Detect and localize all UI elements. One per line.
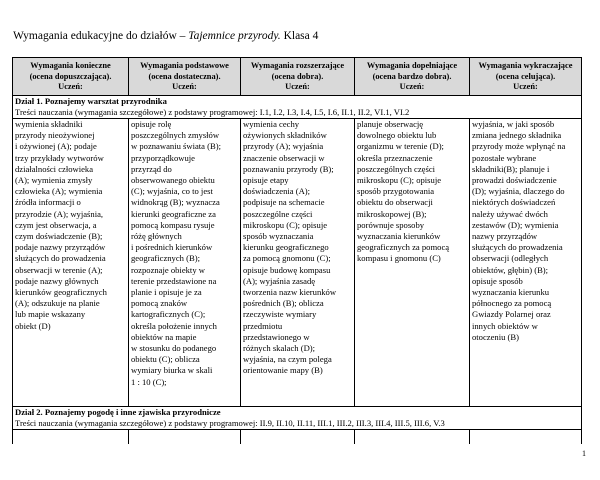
requirement-line: przedstawionego w [243, 331, 310, 342]
requirement-line: północnego za pomocą [472, 298, 552, 309]
requirement-line: sposób przygotowania [357, 186, 435, 197]
header-cell-konieczne [13, 58, 129, 96]
requirement-line: obiektów, głębin) (B); [472, 264, 549, 275]
requirement-line: zmiana jednego składnika [472, 130, 562, 141]
requirement-line: poszczególne części [243, 208, 313, 219]
section-heading-2 [13, 406, 582, 429]
requirement-line: poszczególnych części [357, 163, 436, 174]
requirement-line: wyznaczania kierunków [357, 230, 441, 241]
requirement-line: widnokrąg (B); wyznacza [131, 197, 220, 208]
requirement-line: tworzenia nazw kierunków [243, 286, 337, 297]
requirement-line: geograficznych za pomocą [357, 242, 450, 253]
requirement-line: określa przeznaczenie [357, 152, 433, 163]
page-number: 1 [582, 449, 586, 458]
requirement-line: planie i opisuje je za [131, 286, 202, 297]
requirement-line: 1 : 10 (C); [131, 376, 167, 387]
requirement-line: przyrody nieożywionej [15, 130, 95, 141]
requirement-line: (A); odszukuje na planie [15, 298, 100, 309]
requirement-line: orientowanie mapy (B) [243, 365, 323, 376]
header-line: Uczeń: [172, 82, 197, 91]
requirements-row-2 [13, 430, 582, 445]
cell-dopelniajace [355, 118, 470, 406]
requirement-line: kierunki geograficzne za [131, 208, 216, 219]
requirement-line: obiektów na mapie [131, 331, 197, 342]
title-italic: Tajemnice przyrody. [188, 30, 281, 42]
requirement-line: kartograficznych (C); [131, 309, 206, 320]
requirement-line: należy używać dwóch [472, 208, 548, 219]
header-line: Wymagania dopełniające [366, 61, 458, 70]
requirement-line: opisuje etapy [243, 174, 289, 185]
cell-empty [13, 430, 129, 445]
requirement-line: podpisuje na schemacie [243, 197, 325, 208]
requirement-line: opisuje budowę kompasu [243, 264, 331, 275]
requirement-line: organizmu w terenie (D); [357, 141, 444, 152]
requirement-line: w poznawaniu świata (B); [131, 141, 221, 152]
section-row-1 [13, 95, 582, 118]
requirement-line: (D); wyjaśnia, dlaczego do [472, 186, 565, 197]
requirement-line: czym jest obserwacja, a [15, 219, 97, 230]
requirement-line: przyrodzie (A); wyjaśnia, [15, 208, 104, 219]
section-row-2 [13, 406, 582, 429]
requirement-line: poszczególnych zmysłów [131, 130, 220, 141]
header-row [13, 58, 582, 96]
requirement-line: wyjaśnia, w jaki sposób [472, 118, 555, 129]
requirement-line: rozpoznaje obiekty w [131, 264, 205, 275]
requirement-line: służących do prowadzenia [472, 242, 563, 253]
header-line: Wymagania wykraczające [478, 61, 573, 70]
section-title: Dział 2. Poznajemy pogodę i inne zjawiska przyrodnicze [15, 406, 221, 417]
requirement-line: różę głównych [131, 230, 182, 241]
requirement-line: podaje nazwy przyrządów [15, 242, 106, 253]
requirement-line: poznawaniu przyrody (B); [243, 163, 334, 174]
requirement-line: zestawów (D); wymienia [472, 219, 559, 230]
requirement-line: kierunków geograficznych [15, 286, 107, 297]
requirement-line: określa położenie innych [131, 320, 217, 331]
requirement-line: terenie przedstawione na [131, 275, 217, 286]
header-line: Wymagania podstawowe [140, 61, 229, 70]
header-cell-podstawowe [129, 58, 241, 96]
requirement-line: opisuje sposób [472, 275, 523, 286]
requirement-line: porównuje sposoby [357, 219, 425, 230]
header-line: (ocena bardzo dobra). [372, 71, 452, 81]
cell-empty [355, 430, 470, 445]
requirement-line: obiektu do obserwacji [357, 197, 433, 208]
cell-rozszerzajace [241, 118, 355, 406]
cell-empty [470, 430, 582, 445]
requirement-line: planuje obserwację [357, 118, 424, 129]
requirement-line: prowadzi doświadczenie [472, 174, 557, 185]
header-line: Uczeń: [285, 82, 310, 91]
requirement-line: (A); wymienia zmysły [15, 174, 93, 185]
requirement-line: obserwacji w terenie (A); [15, 264, 103, 275]
requirement-line: wymienia cechy [243, 118, 300, 129]
cell-podstawowe [129, 118, 241, 406]
requirement-line: podaje nazwy głównych [15, 275, 99, 286]
requirement-line: służących do prowadzenia [15, 253, 106, 264]
requirement-line: obserwowanego obiektu [131, 174, 215, 185]
header-line: Wymagania rozszerzające [250, 61, 345, 70]
header-cell-wykraczajace [470, 58, 582, 96]
requirement-line: źródła informacji o [15, 197, 81, 208]
requirement-line: przyporządkowuje [131, 152, 195, 163]
header-line: Uczeń: [399, 82, 425, 91]
requirement-line: obserwacji (odległych [472, 253, 549, 264]
requirement-line: trzy przykłady wytworów [15, 152, 104, 163]
header-line: Uczeń: [58, 82, 83, 91]
requirement-line: człowieka (A); wymienia [15, 186, 103, 197]
requirement-line: pomocą kompasu rysuje [131, 219, 215, 230]
requirement-line: nazwy przyrządów [472, 230, 538, 241]
requirement-line: składniki(B); planuje i [472, 163, 550, 174]
title-prefix: Wymagania edukacyjne do działów – [13, 30, 189, 42]
requirement-line: (C); wyjaśnia, co to jest [131, 186, 213, 197]
requirement-line: działalności człowieka [15, 163, 94, 174]
cell-wykraczajace [470, 118, 582, 406]
requirement-line: i ożywionej (A); podaje [15, 141, 97, 152]
header-cell-dopelniajace [355, 58, 470, 96]
requirement-line: przedmiotu [243, 320, 283, 331]
requirement-line: wymienia składniki [15, 118, 83, 129]
requirement-line: wymiary biurka w skali [131, 365, 213, 376]
requirements-row-1 [13, 118, 582, 406]
requirement-line: mikroskopu (C); opisuje [357, 174, 442, 185]
requirement-line: pozostałe wybrane [472, 152, 537, 163]
requirement-line: (A); wyjaśnia zasadę [243, 275, 316, 286]
header-cell-rozszerzajace [241, 58, 355, 96]
section-subtitle: Treści nauczania (wymagania szczegółowe) z podstawy programowej: I.1, I.2, I.3, I.4, I.5, I.6, II.1, II.2, VI.1, VI.2 [15, 106, 410, 117]
requirement-line: kierunku geograficznego [243, 242, 329, 253]
requirement-line: przyrody może wpłynąć na [472, 141, 566, 152]
requirement-line: geograficznych (B); [131, 253, 200, 264]
requirement-line: mikroskopowej (B); [357, 208, 427, 219]
requirement-line: pośrednich (B); oblicza [243, 298, 324, 309]
requirement-line: mikroskopu (C); opisuje [243, 219, 328, 230]
requirement-line: za pomocą gnomonu (C); [243, 253, 331, 264]
requirement-line: sposób wyznaczania [243, 230, 314, 241]
requirement-line: doświadczenia (A); [243, 186, 311, 197]
section-subtitle: Treści nauczania (wymagania szczegółowe) z podstawy programowej: II.9, II.10, II.11, III.1, III.2, III.3, III.4, III.5, III.6, V.3 [15, 418, 445, 429]
header-line: (ocena dopuszczająca). [29, 71, 112, 81]
requirement-line: przyrody (A); wyjaśnia [243, 141, 324, 152]
requirement-line: w stosunku do podanego [131, 342, 217, 353]
requirement-line: rzeczywiste wymiary [243, 309, 317, 320]
requirement-line: dowolnego obiektu lub [357, 130, 437, 141]
header-line: (ocena celująca). [495, 71, 556, 81]
requirement-line: różnych skalach (D); [243, 342, 316, 353]
requirement-line: przyrząd do [131, 163, 172, 174]
header-line: Wymagania konieczne [30, 61, 111, 70]
requirement-line: obiekt (D) [15, 320, 51, 331]
requirement-line: ożywionych składników [243, 130, 327, 141]
section-title: Dział 1. Poznajemy warsztat przyrodnika [15, 95, 167, 106]
cell-empty [129, 430, 241, 445]
requirement-line: wyjaśnia, na czym polega [243, 354, 332, 365]
cell-konieczne [13, 118, 129, 406]
requirement-line: innych obiektów w [472, 320, 538, 331]
requirement-line: opisuje rolę [131, 118, 172, 129]
requirement-line: znaczenie obserwacji w [243, 152, 325, 163]
cell-empty [241, 430, 355, 445]
requirement-line: otoczeniu (B) [472, 331, 520, 342]
requirement-line: wyznaczania kierunku [472, 286, 550, 297]
requirement-line: i pośrednich kierunków [131, 242, 213, 253]
header-line: Uczeń: [513, 82, 538, 91]
requirements-table [12, 57, 582, 444]
header-line: (ocena dostateczna). [148, 71, 221, 81]
section-heading-1 [13, 95, 582, 118]
header-line: (ocena dobra). [271, 71, 324, 81]
requirement-line: niektórych doświadczeń [472, 197, 556, 208]
requirement-line: obiektu (C); oblicza [131, 354, 200, 365]
requirement-line: kompasu i gnomonu (C) [357, 253, 441, 264]
requirement-line: pomocą znaków [131, 298, 188, 309]
document-title [13, 30, 318, 43]
requirement-line: Gwiazdy Polarnej oraz [472, 309, 551, 320]
title-suffix: Klasa 4 [280, 30, 319, 42]
requirement-line: lub mapie wskazany [15, 309, 86, 320]
requirement-line: czym doświadczenie (B); [15, 230, 103, 241]
